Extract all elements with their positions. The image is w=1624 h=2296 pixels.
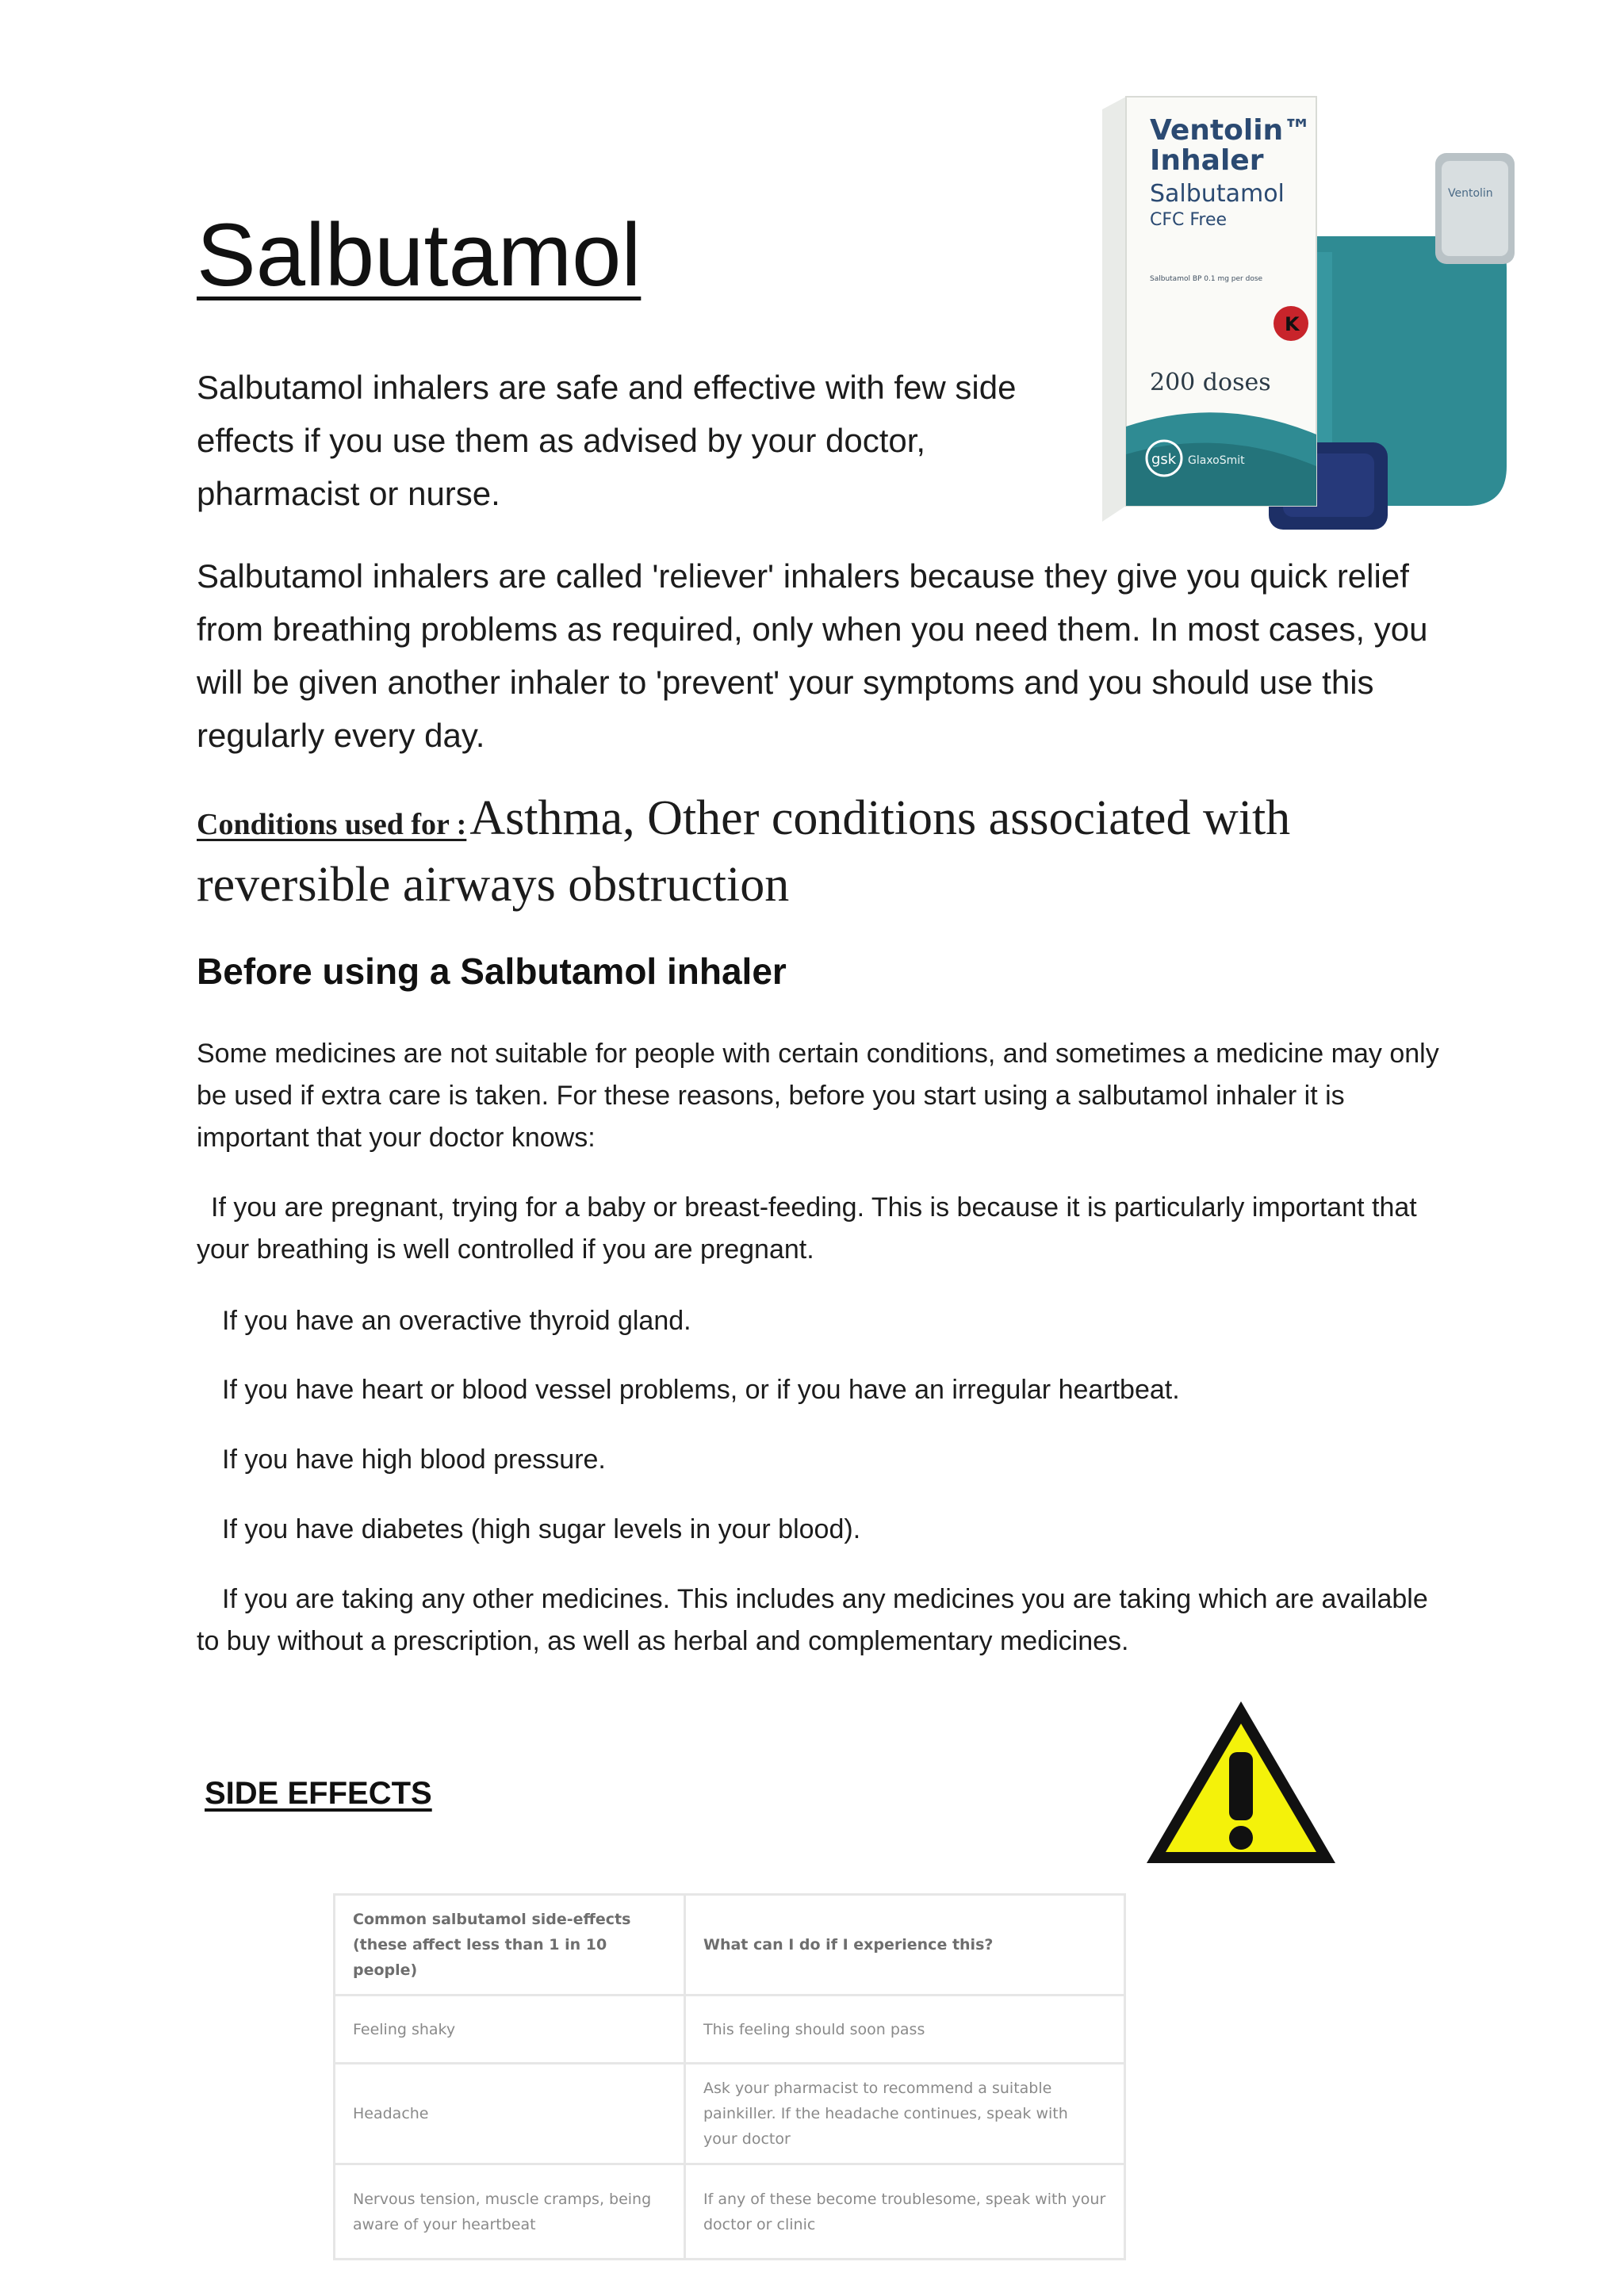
list-item: If you have an overactive thyroid gland. <box>222 1306 691 1336</box>
box-generic: Salbutamol <box>1150 180 1285 208</box>
side-effects-heading: SIDE EFFECTS <box>205 1776 432 1811</box>
page-title: Salbutamol <box>197 205 642 304</box>
before-using-heading: Before using a Salbutamol inhaler <box>197 951 787 992</box>
list-item: If you have high blood pressure. <box>222 1445 606 1475</box>
table-header-effect: Common salbutamol side-effects (these affect less than 1 in 10 people) <box>335 1895 685 1996</box>
reliever-paragraph: Salbutamol inhalers are called 'reliever' inhalers because they give you quick relief from breathing problems as required, only when you need them. In most cases, you will be given another inhaler to 'prevent' your symptoms and you should use this regularly every day. <box>197 557 1428 754</box>
table-cell-effect: Nervous tension, muscle cramps, being aware of your heartbeat <box>335 2164 685 2260</box>
box-cfc: CFC Free <box>1150 210 1228 230</box>
table-cell-advice: If any of these become troublesome, speak with your doctor or clinic <box>685 2164 1125 2260</box>
intro-paragraph: Salbutamol inhalers are safe and effective with few side effects if you use them as advised by your doctor, pharmacist or nurse. <box>197 369 1017 512</box>
table-row <box>335 2064 1125 2164</box>
conditions-label: Conditions used for : <box>197 808 467 841</box>
box-maker: GlaxoSmit <box>1188 454 1245 467</box>
ventolin-inhaler-image <box>1094 94 1538 545</box>
side-effects-table <box>333 1893 1126 2260</box>
conditions-section <box>197 785 1434 918</box>
box-k-mark: K <box>1285 313 1300 335</box>
list-item: If you are taking any other medicines. This includes any medicines you are taking which are available to buy without a prescription, as well as herbal and complementary medicines. <box>197 1584 1428 1656</box>
table-header-advice: What can I do if I experience this? <box>685 1895 1125 1996</box>
table-cell-advice: Ask your pharmacist to recommend a suitable painkiller. If the headache continues, speak with your doctor <box>685 2064 1125 2164</box>
conditions-text: Asthma, Other conditions associated with reversible airways obstruction <box>197 791 1291 912</box>
warning-icon <box>1142 1697 1340 1869</box>
list-item: If you have heart or blood vessel problems, or if you have an irregular heartbeat. <box>222 1375 1180 1405</box>
box-product: Inhaler <box>1150 144 1264 177</box>
table-cell-effect: Headache <box>335 2064 685 2164</box>
before-intro-paragraph: Some medicines are not suitable for people with certain conditions, and sometimes a medicine may only be used if extra care is taken. For these reasons, before you start using a salbutamol inhaler it is important that your doctor knows: <box>197 1039 1439 1153</box>
table-row <box>335 2164 1125 2260</box>
table-header-row <box>335 1895 1125 1996</box>
table-cell-effect: Feeling shaky <box>335 1996 685 2064</box>
box-dose-line: Salbutamol BP 0.1 mg per dose <box>1150 275 1263 283</box>
box-doses: 200 doses <box>1150 369 1271 396</box>
box-brand: Ventolin™ <box>1150 114 1312 147</box>
list-item: If you are pregnant, trying for a baby or breast-feeding. This is because it is particularly important that your breathing is well controlled if you are pregnant. <box>197 1192 1417 1265</box>
table-row <box>335 1996 1125 2064</box>
canister-label: Ventolin <box>1448 187 1493 200</box>
box-gsk-logo: gsk <box>1151 451 1177 468</box>
table-cell-advice: This feeling should soon pass <box>685 1996 1125 2064</box>
list-item: If you have diabetes (high sugar levels in your blood). <box>222 1514 861 1544</box>
